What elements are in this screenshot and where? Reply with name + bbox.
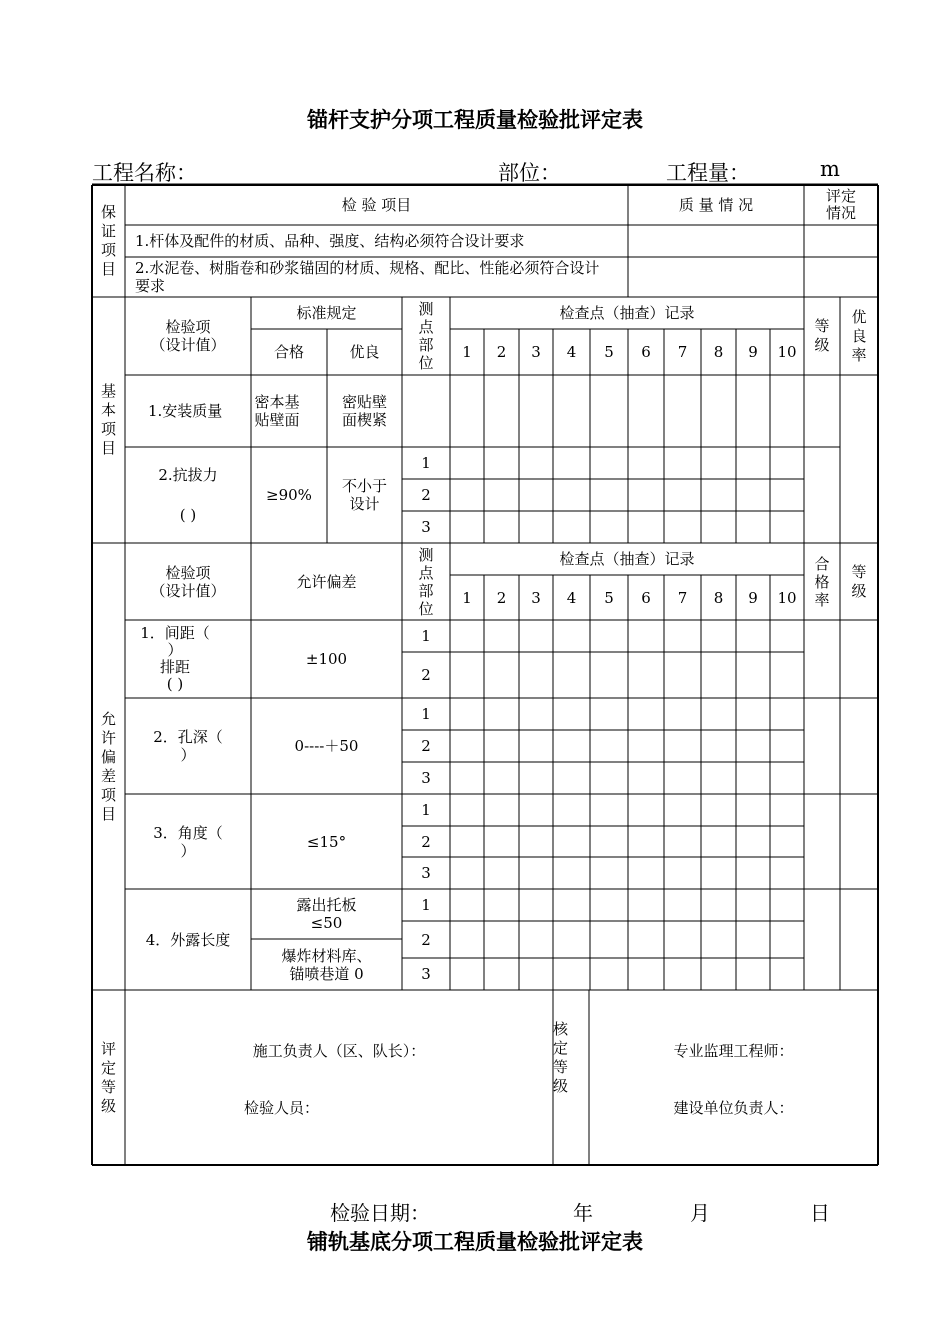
month-label: 月 <box>690 1201 710 1225</box>
deviation-allow-header: 允许偏差 <box>296 572 357 591</box>
deviation-item-1-point-2: 2 <box>421 666 431 684</box>
deviation-col-3: 3 <box>531 588 541 607</box>
basic-col-2: 2 <box>496 343 507 361</box>
day-label: 日 <box>810 1201 830 1225</box>
basic-item-2-pass: ≥90% <box>266 486 312 504</box>
location-label: 部位： <box>498 161 561 185</box>
deviation-pass-rate-header: 合 格 率 <box>814 554 830 609</box>
deviation-item-4-point-2: 2 <box>421 930 431 949</box>
deviation-item-4-allow-a: 露出托板 ≤50 <box>296 896 357 932</box>
deviation-item-2-point-1: 1 <box>421 705 431 723</box>
basic-col-7: 7 <box>677 343 688 361</box>
guarantee-item-1: 1.杆体及配件的材质、品种、强度、结构必须符合设计要求 <box>135 232 525 250</box>
guarantee-eval-header: 评定 情况 <box>825 187 856 222</box>
deviation-col-5: 5 <box>604 588 614 607</box>
next-table-title: 铺轨基底分项工程质量检验批评定表 <box>307 1230 643 1254</box>
unit-label: m <box>820 157 840 181</box>
deviation-item-1-point-1: 1 <box>421 627 431 645</box>
guarantee-item-header: 检 验 项目 <box>341 196 412 214</box>
deviation-section-label: 允 许 偏 差 项 目 <box>100 709 116 823</box>
guarantee-quality-header: 质 量 情 况 <box>678 196 754 214</box>
basic-good-rate-header: 优 良 率 <box>851 307 867 364</box>
basic-pass-header: 合格 <box>273 343 304 361</box>
deviation-grade-header: 等 级 <box>851 562 867 600</box>
basic-col-6: 6 <box>641 343 651 361</box>
deviation-col-2: 2 <box>496 588 507 607</box>
basic-col-10: 10 <box>777 343 797 361</box>
basic-col-1: 1 <box>462 343 472 361</box>
basic-col-9: 9 <box>748 343 758 361</box>
deviation-item-4: 4．外露长度 <box>145 930 231 949</box>
deviation-col-6: 6 <box>641 588 651 607</box>
page-title: 锚杆支护分项工程质量检验批评定表 <box>307 108 643 132</box>
deviation-col-10: 10 <box>777 588 797 607</box>
deviation-item-3-point-2: 2 <box>421 832 431 851</box>
deviation-item-3: 3．角度（ ） <box>153 823 223 860</box>
basic-col-4: 4 <box>566 343 577 361</box>
deviation-item-4-point-1: 1 <box>421 896 431 914</box>
deviation-item-3-point-3: 3 <box>421 864 431 882</box>
owner-lead-label: 建设单位负责人： <box>673 1099 794 1117</box>
basic-col-8: 8 <box>713 343 724 361</box>
project-name-label: 工程名称： <box>92 161 197 185</box>
basic-col-3: 3 <box>531 343 541 361</box>
deviation-item-4-allow-b: 爆炸材料库、 锚喷巷道 0 <box>281 946 372 983</box>
deviation-item-1: 1．间距（ ） 排距 ( ) <box>140 624 210 693</box>
construction-lead-label: 施工负责人（区、队长）： <box>252 1042 426 1060</box>
deviation-item-2-point-3: 3 <box>421 769 431 787</box>
deviation-item-3-point-1: 1 <box>421 801 431 819</box>
quantity-label: 工程量： <box>666 161 750 185</box>
basic-item-1-good: 密贴壁 面楔紧 <box>341 393 387 429</box>
basic-point-2: 2 <box>421 486 431 504</box>
deviation-item-2: 2．孔深（ ） <box>153 728 223 764</box>
deviation-item-1-allow: ±100 <box>305 650 348 668</box>
deviation-col-1: 1 <box>462 588 472 607</box>
inspector-label: 检验人员： <box>244 1099 320 1117</box>
deviation-col-4: 4 <box>566 588 577 607</box>
basic-col-5: 5 <box>604 343 614 361</box>
basic-point-3: 3 <box>421 518 431 536</box>
deviation-points-header: 测 点 部 位 <box>418 545 434 618</box>
deviation-col-7: 7 <box>677 588 688 607</box>
deviation-item-3-allow: ≤15° <box>306 832 347 851</box>
evaluation-section-label: 评 定 等 级 <box>100 1039 116 1115</box>
basic-section-label: 基 本 项 目 <box>100 382 116 457</box>
deviation-item-2-point-2: 2 <box>421 737 431 755</box>
verify-grade-label: 核 定 等 级 <box>553 1020 569 1095</box>
deviation-col-9: 9 <box>748 588 758 607</box>
guarantee-section-label: 保 证 项 目 <box>100 203 116 278</box>
basic-good-header: 优良 <box>349 343 380 361</box>
basic-standard-header: 标准规定 <box>296 304 357 322</box>
deviation-record-header: 检查点（抽查）记录 <box>559 550 695 568</box>
basic-item-2-paren: ( ) <box>179 506 197 524</box>
basic-grade-header: 等 级 <box>814 317 830 354</box>
deviation-item-4-point-3: 3 <box>421 965 431 983</box>
basic-item-header: 检验项 （设计值） <box>150 318 226 354</box>
basic-item-2-good: 不小于 设计 <box>341 477 387 513</box>
year-label: 年 <box>573 1201 593 1225</box>
basic-item-1: 1.安装质量 <box>148 402 223 420</box>
basic-record-header: 检查点（抽查）记录 <box>559 304 695 322</box>
basic-points-header: 测 点 部 位 <box>418 300 434 372</box>
deviation-item-header: 检验项 （设计值） <box>150 563 226 600</box>
basic-item-2: 2.抗拔力 <box>158 466 218 484</box>
deviation-col-8: 8 <box>713 588 724 607</box>
supervisor-label: 专业监理工程师： <box>673 1042 794 1060</box>
basic-item-1-pass: 密本基 贴壁面 <box>254 393 300 429</box>
basic-point-1: 1 <box>421 454 431 472</box>
inspection-date-label: 检验日期： <box>330 1201 430 1225</box>
deviation-item-2-allow: 0----＋50 <box>294 737 359 755</box>
guarantee-item-2: 2.水泥卷、树脂卷和砂浆锚固的材质、规格、配比、性能必须符合设计 要求 <box>135 259 600 295</box>
